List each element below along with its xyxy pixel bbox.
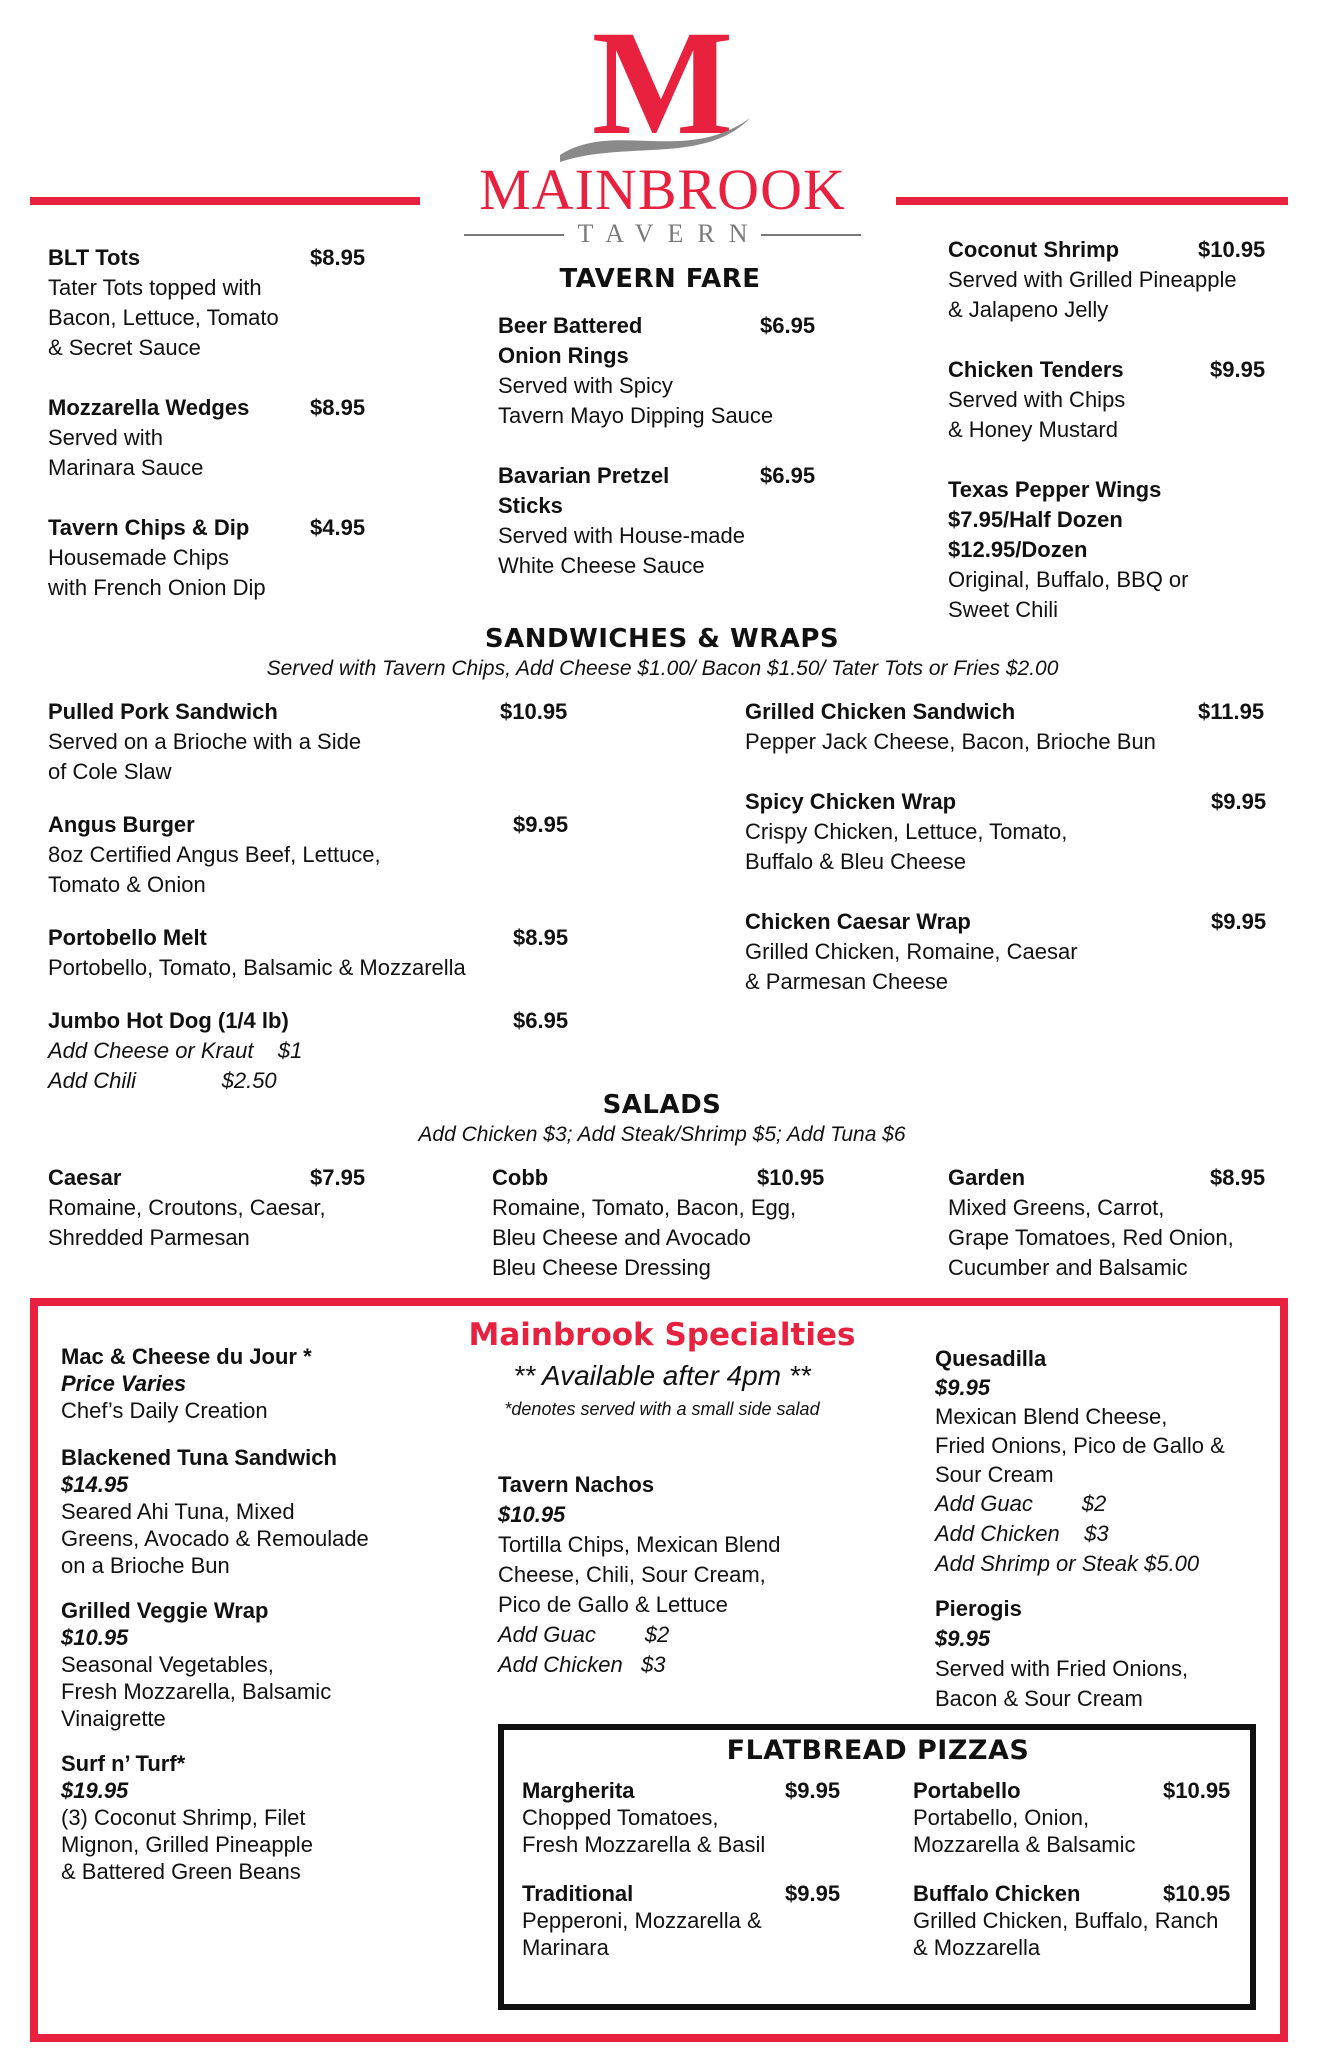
item-name: Grilled Veggie Wrap (61, 1598, 269, 1623)
item-price: $14.95 (61, 1472, 129, 1497)
brand-tagline: TAVERN (577, 219, 762, 248)
item-addon: Add Chicken $3 (498, 1652, 666, 1677)
item-desc: Crispy Chicken, Lettuce, Tomato, Buffalo & Bleu Cheese (745, 819, 1068, 874)
item-desc: Grilled Chicken, Buffalo, Ranch & Mozzarella (913, 1908, 1219, 1960)
item-price: $8.95 (1210, 1165, 1266, 1190)
item-price: $10.95 (1163, 1778, 1231, 1803)
item-desc: Romaine, Tomato, Bacon, Egg, Bleu Cheese and Avocado Bleu Cheese Dressing (492, 1195, 797, 1280)
menu-item-texas-wings (948, 475, 1278, 625)
specialties-availability: ** Available after 4pm ** (513, 1360, 811, 1391)
item-name: Bavarian Pretzel Sticks (498, 463, 670, 518)
item-name: Margherita (522, 1778, 635, 1803)
salads-subtitle: Add Chicken $3; Add Steak/Shrimp $5; Add Tuna $6 (418, 1123, 906, 1146)
item-desc: Served with Grilled Pineapple & Jalapeno Jelly (948, 267, 1237, 322)
item-price: Price Varies (61, 1371, 187, 1396)
menu-item-spicy-chicken-wrap (745, 787, 1275, 877)
logo (450, 0, 875, 250)
menu-item-coconut-shrimp (948, 235, 1278, 325)
flatbread-buffalo-chicken (913, 1880, 1243, 1961)
item-name: BLT Tots (48, 245, 141, 270)
item-addon: Add Shrimp or Steak $5.00 (935, 1551, 1200, 1576)
specialty-tuna-sandwich (61, 1444, 421, 1579)
item-price: $10.95 (498, 1502, 566, 1527)
item-name: Cobb (492, 1165, 549, 1190)
item-price: $8.95 (513, 925, 569, 950)
item-price: $9.95 (1211, 909, 1267, 934)
item-desc: Pepperoni, Mozzarella & Marinara (522, 1908, 762, 1960)
item-name: Chicken Caesar Wrap (745, 909, 971, 934)
item-name: Blackened Tuna Sandwich (61, 1445, 337, 1470)
item-desc: (3) Coconut Shrimp, Filet Mignon, Grilled Pineapple & Battered Green Beans (61, 1805, 313, 1884)
item-desc: Pepper Jack Cheese, Bacon, Brioche Bun (745, 729, 1156, 754)
item-desc: Served on a Brioche with a Side of Cole Slaw (48, 729, 362, 784)
item-desc: Grilled Chicken, Romaine, Caesar & Parmesan Cheese (745, 939, 1078, 994)
item-price: $9.95 (785, 1778, 841, 1803)
logo-letter: M (591, 0, 734, 166)
item-desc: Served with Fried Onions, Bacon & Sour Cream (935, 1656, 1189, 1711)
item-name: Pulled Pork Sandwich (48, 699, 278, 724)
item-name: Buffalo Chicken (913, 1881, 1081, 1906)
menu-item-cobb-salad (492, 1163, 842, 1283)
item-name: Grilled Chicken Sandwich (745, 699, 1016, 724)
item-desc: Original, Buffalo, BBQ or Sweet Chili (948, 567, 1189, 622)
specialty-pierogis (935, 1594, 1275, 1714)
menu-item-tavern-chips (48, 513, 378, 603)
item-desc: Seasonal Vegetables, Fresh Mozzarella, Balsamic Vinaigrette (61, 1652, 332, 1731)
menu-item-pretzel-sticks (498, 461, 838, 581)
item-name: Texas Pepper Wings $7.95/Half Dozen $12.95/Dozen (948, 477, 1162, 562)
item-desc: Mexican Blend Cheese, Fried Onions, Pico de Gallo & Sour Cream (935, 1404, 1225, 1487)
item-price: $10.95 (500, 699, 568, 724)
item-desc: Portobello, Tomato, Balsamic & Mozzarella (48, 955, 466, 980)
flatbread-traditional (522, 1880, 852, 1961)
item-price: $6.95 (760, 313, 816, 338)
item-desc: Seared Ahi Tuna, Mixed Greens, Avocado & Remoulade on a Brioche Bun (61, 1499, 369, 1578)
menu-item-mozzarella-wedges (48, 393, 378, 483)
menu-item-caesar-salad (48, 1163, 378, 1253)
brand-tagline-rule-right (761, 234, 861, 236)
item-name: Garden (948, 1165, 1026, 1190)
item-desc: Served with Marinara Sauce (48, 425, 204, 480)
header-rule-left (30, 197, 420, 205)
item-desc: Romaine, Croutons, Caesar, Shredded Parmesan (48, 1195, 326, 1250)
header-rule-right (896, 197, 1288, 205)
item-desc: Tater Tots topped with Bacon, Lettuce, Tomato & Secret Sauce (48, 275, 279, 360)
brand-tagline-rule-left (464, 234, 564, 236)
item-desc: Served with House-made White Cheese Sauce (498, 523, 746, 578)
menu-item-portobello-melt (48, 923, 588, 983)
item-name: Coconut Shrimp (948, 237, 1120, 262)
specialty-veggie-wrap (61, 1597, 421, 1732)
menu-item-blt-tots (48, 243, 378, 363)
specialty-surf-turf (61, 1750, 421, 1885)
item-addon: Add Chicken $3 (935, 1521, 1109, 1546)
item-desc: 8oz Certified Angus Beef, Lettuce, Tomato & Onion (48, 842, 381, 897)
item-name: Traditional (522, 1881, 634, 1906)
item-price: $4.95 (310, 515, 366, 540)
sandwiches-subtitle: Served with Tavern Chips, Add Cheese $1.00/ Bacon $1.50/ Tater Tots or Fries $2.00 (266, 657, 1059, 680)
item-price: $9.95 (935, 1626, 991, 1651)
flatbread-title: FLATBREAD PIZZAS (726, 1735, 1030, 1766)
item-price: $11.95 (1198, 699, 1265, 724)
item-name: Chicken Tenders (948, 357, 1124, 382)
specialties-title: Mainbrook Specialties (468, 1317, 856, 1353)
item-price: $10.95 (1198, 237, 1266, 262)
item-name: Portabello (913, 1778, 1021, 1803)
item-price: $8.95 (310, 245, 366, 270)
salads-title: SALADS (602, 1090, 722, 1120)
menu-item-grilled-chicken-sandwich (745, 697, 1275, 757)
item-desc: Served with Spicy Tavern Mayo Dipping Sauce (498, 373, 774, 428)
item-desc: Served with Chips & Honey Mustard (948, 387, 1126, 442)
item-name: Portobello Melt (48, 925, 207, 950)
menu-item-angus-burger (48, 810, 588, 900)
item-price: $10.95 (757, 1165, 825, 1190)
menu-item-chicken-caesar-wrap (745, 907, 1275, 997)
item-price: $6.95 (760, 463, 816, 488)
item-desc: Housemade Chips with French Onion Dip (48, 545, 266, 600)
sandwiches-title: SANDWICHES & WRAPS (484, 624, 840, 654)
item-name: Pierogis (935, 1596, 1022, 1621)
item-addon: Add Cheese or Kraut $1 (48, 1038, 303, 1063)
item-name: Jumbo Hot Dog (1/4 lb) (48, 1008, 289, 1033)
item-price: $9.95 (1210, 357, 1266, 382)
item-name: Spicy Chicken Wrap (745, 789, 957, 814)
flatbread-portabello (913, 1777, 1243, 1858)
item-name: Mozzarella Wedges (48, 395, 250, 420)
tavern-fare-title: TAVERN FARE (559, 264, 761, 294)
specialty-quesadilla (935, 1344, 1275, 1579)
item-name: Tavern Chips & Dip (48, 515, 250, 540)
brand-name: MAINBROOK (479, 157, 846, 222)
item-name: Surf n’ Turf* (61, 1751, 186, 1776)
item-desc: Mixed Greens, Carrot, Grape Tomatoes, Red Onion, Cucumber and Balsamic (948, 1195, 1234, 1280)
item-price: $10.95 (1163, 1881, 1231, 1906)
item-price: $9.95 (935, 1375, 991, 1400)
specialty-mac-cheese (61, 1343, 421, 1424)
item-name: Quesadilla (935, 1346, 1047, 1371)
item-desc: Tortilla Chips, Mexican Blend Cheese, Chili, Sour Cream, Pico de Gallo & Lettuce (498, 1532, 781, 1617)
menu-item-garden-salad (948, 1163, 1278, 1283)
item-name: Mac & Cheese du Jour * (61, 1344, 312, 1369)
item-desc: Chopped Tomatoes, Fresh Mozzarella & Basil (522, 1805, 766, 1857)
item-price: $6.95 (513, 1008, 569, 1033)
item-addon: Add Chili $2.50 (48, 1068, 277, 1093)
flatbread-box (498, 1724, 1256, 2010)
item-addon: Add Guac $2 (498, 1622, 670, 1647)
specialties-note: *denotes served with a small side salad (504, 1399, 820, 1419)
menu-item-hot-dog (48, 1006, 588, 1096)
menu-item-onion-rings (498, 311, 838, 431)
menu-item-pulled-pork (48, 697, 588, 787)
item-price: $10.95 (61, 1625, 129, 1650)
item-name: Caesar (48, 1165, 122, 1190)
item-desc: Chef’s Daily Creation (61, 1398, 268, 1423)
menu-item-chicken-tenders (948, 355, 1278, 445)
item-name: Beer Battered Onion Rings (498, 313, 643, 368)
item-price: $9.95 (513, 812, 569, 837)
item-name: Tavern Nachos (498, 1472, 655, 1497)
item-price: $9.95 (1211, 789, 1267, 814)
item-desc: Portabello, Onion, Mozzarella & Balsamic (913, 1805, 1136, 1857)
item-price: $9.95 (785, 1881, 841, 1906)
item-addon: Add Guac $2 (935, 1491, 1107, 1516)
item-price: $19.95 (61, 1778, 129, 1803)
item-price: $7.95 (310, 1165, 366, 1190)
item-name: Angus Burger (48, 812, 195, 837)
flatbread-margherita (522, 1777, 852, 1858)
item-price: $8.95 (310, 395, 366, 420)
specialty-tavern-nachos (498, 1470, 858, 1680)
